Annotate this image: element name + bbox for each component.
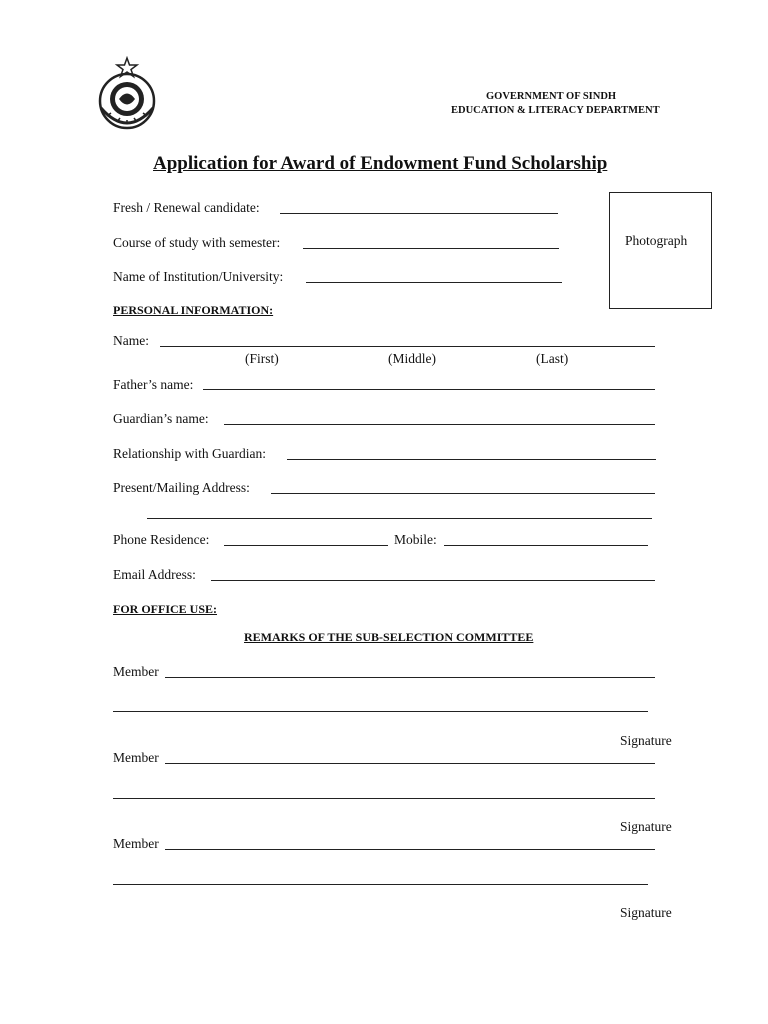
photograph-box [609, 192, 712, 309]
department-line: EDUCATION & LITERACY DEPARTMENT [451, 105, 660, 116]
name-last-caption: (Last) [536, 351, 569, 366]
government-line: GOVERNMENT OF SINDH [486, 91, 617, 102]
fresh-renewal-field[interactable] [280, 213, 558, 214]
phone-residence-label: Phone Residence: [113, 532, 210, 547]
guardian-name-label: Guardian’s name: [113, 411, 209, 426]
personal-information-heading: PERSONAL INFORMATION: [113, 303, 274, 317]
address-field-line1[interactable] [271, 493, 655, 494]
father-name-label: Father’s name: [113, 377, 194, 392]
member-remarks-field-line2[interactable] [113, 711, 648, 712]
member-remarks-field-line2[interactable] [113, 798, 655, 799]
course-field[interactable] [303, 248, 559, 249]
member-label: Member [113, 664, 159, 679]
signature-label: Signature [620, 819, 672, 834]
name-middle-caption: (Middle) [388, 351, 436, 366]
institution-field[interactable] [306, 282, 562, 283]
member-remarks-field[interactable] [165, 677, 655, 678]
mobile-label: Mobile: [394, 532, 437, 547]
address-label: Present/Mailing Address: [113, 480, 250, 495]
member-remarks-field[interactable] [165, 849, 655, 850]
office-use-heading: FOR OFFICE USE: [113, 602, 218, 616]
course-label: Course of study with semester: [113, 235, 281, 250]
member-label: Member [113, 750, 159, 765]
father-name-field[interactable] [203, 389, 655, 390]
member-remarks-field-line2[interactable] [113, 884, 648, 885]
email-field[interactable] [211, 580, 655, 581]
member-label: Member [113, 836, 159, 851]
name-field[interactable] [160, 346, 655, 347]
mobile-field[interactable] [444, 545, 648, 546]
relationship-field[interactable] [287, 459, 656, 460]
remarks-heading: REMARKS OF THE SUB-SELECTION COMMITTEE [244, 630, 534, 644]
fresh-renewal-label: Fresh / Renewal candidate: [113, 200, 260, 215]
institution-label: Name of Institution/University: [113, 269, 284, 284]
signature-label: Signature [620, 905, 672, 920]
sindh-government-emblem-icon [91, 56, 171, 136]
signature-label: Signature [620, 733, 672, 748]
phone-residence-field[interactable] [224, 545, 388, 546]
form-title: Application for Award of Endowment Fund Scholarship [153, 153, 608, 174]
photograph-label: Photograph [625, 233, 688, 248]
email-label: Email Address: [113, 567, 196, 582]
name-first-caption: (First) [245, 351, 279, 366]
relationship-label: Relationship with Guardian: [113, 446, 266, 461]
guardian-name-field[interactable] [224, 424, 655, 425]
name-label: Name: [113, 333, 149, 348]
member-remarks-field[interactable] [165, 763, 655, 764]
address-field-line2[interactable] [147, 518, 652, 519]
